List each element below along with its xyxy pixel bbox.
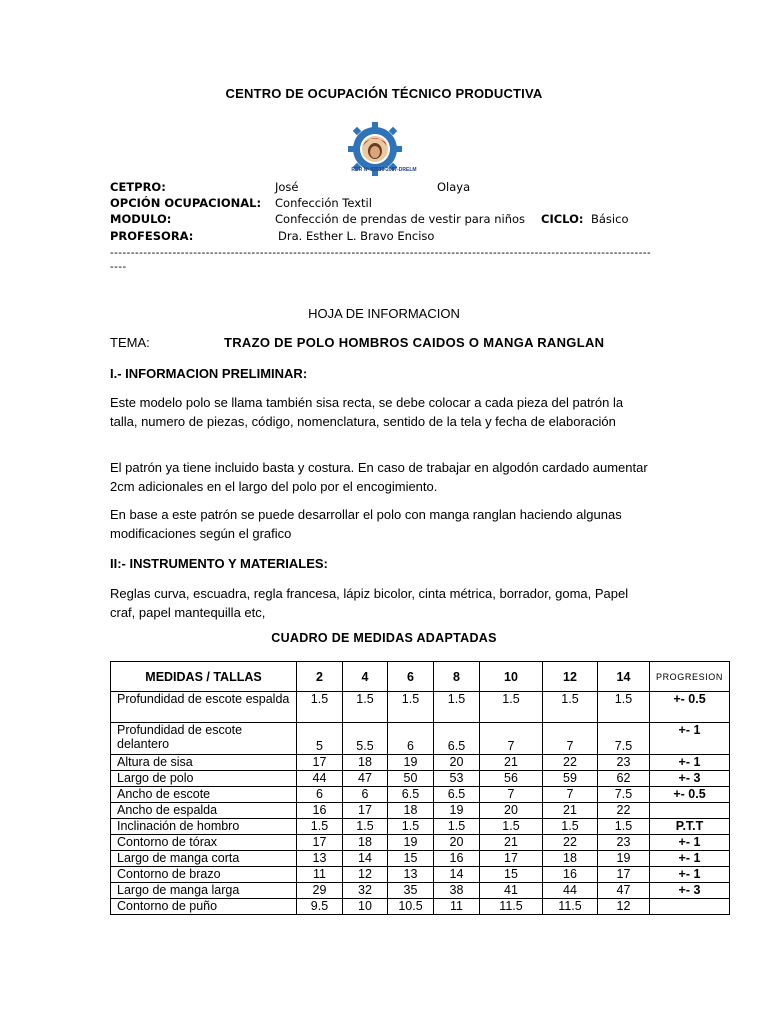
size-value-cell: 1.5	[343, 692, 388, 723]
header-size-14: 14	[598, 662, 650, 692]
paragraph-preliminar-2: El patrón ya tiene incluido basta y costura. En caso de trabajar en algodón cardado aumentar 2cm adicionales en el largo del polo por el encogimiento.	[110, 460, 648, 494]
cetpro-label: CETPRO:	[110, 180, 166, 194]
size-value-cell: 32	[343, 883, 388, 899]
size-value-cell: 7.5	[598, 787, 650, 803]
progression-cell: +- 1	[650, 723, 730, 755]
size-value-cell: 11.5	[543, 899, 598, 915]
size-value-cell: 1.5	[434, 819, 480, 835]
size-value-cell: 44	[297, 771, 343, 787]
profesora-value: Dra. Esther L. Bravo Enciso	[278, 229, 435, 243]
size-value-cell: 6	[388, 723, 434, 755]
size-value-cell: 56	[480, 771, 543, 787]
progression-cell	[650, 803, 730, 819]
progression-cell: +- 3	[650, 883, 730, 899]
size-value-cell: 29	[297, 883, 343, 899]
size-value-cell: 19	[388, 755, 434, 771]
progression-cell	[650, 899, 730, 915]
progression-cell: +- 1	[650, 755, 730, 771]
size-value-cell: 14	[434, 867, 480, 883]
table-row	[111, 867, 730, 883]
table-row	[111, 771, 730, 787]
size-value-cell: 22	[598, 803, 650, 819]
size-value-cell: 5.5	[343, 723, 388, 755]
ciclo-label: CICLO:	[541, 212, 584, 226]
institution-title: CENTRO DE OCUPACIÓN TÉCNICO PRODUCTIVA	[225, 86, 543, 101]
table-row	[111, 883, 730, 899]
size-value-cell: 47	[598, 883, 650, 899]
size-value-cell: 53	[434, 771, 480, 787]
size-value-cell: 20	[480, 803, 543, 819]
size-value-cell: 21	[480, 835, 543, 851]
size-value-cell: 16	[297, 803, 343, 819]
cetpro-value-2: Olaya	[437, 180, 471, 194]
size-value-cell: 10	[343, 899, 388, 915]
measure-name-cell: Profundidad de escote delantero	[111, 723, 297, 755]
size-value-cell: 22	[543, 755, 598, 771]
size-value-cell: 1.5	[434, 692, 480, 723]
progression-cell: P.T.T	[650, 819, 730, 835]
header-size-4: 4	[343, 662, 388, 692]
size-value-cell: 17	[343, 803, 388, 819]
size-value-cell: 13	[388, 867, 434, 883]
size-value-cell: 7.5	[598, 723, 650, 755]
table-row	[111, 723, 730, 755]
size-value-cell: 17	[598, 867, 650, 883]
header-measures: MEDIDAS / TALLAS	[111, 662, 297, 692]
table-row	[111, 819, 730, 835]
size-value-cell: 23	[598, 835, 650, 851]
size-value-cell: 1.5	[480, 819, 543, 835]
measure-name-cell: Altura de sisa	[111, 755, 297, 771]
size-value-cell: 20	[434, 755, 480, 771]
size-value-cell: 35	[388, 883, 434, 899]
size-value-cell: 19	[388, 835, 434, 851]
size-value-cell: 1.5	[480, 692, 543, 723]
measure-name-cell: Largo de polo	[111, 771, 297, 787]
cetpro-value-1: José	[275, 180, 299, 194]
tema-value: TRAZO DE POLO HOMBROS CAIDOS O MANGA RANGLAN	[224, 335, 605, 350]
size-value-cell: 20	[434, 835, 480, 851]
size-value-cell: 11.5	[480, 899, 543, 915]
header-size-12: 12	[543, 662, 598, 692]
dashed-divider: --------------------------------------------------------------------------------------------------------------------------------------	[110, 247, 652, 270]
size-value-cell: 12	[343, 867, 388, 883]
measurements-table	[110, 661, 730, 915]
size-value-cell: 6.5	[434, 787, 480, 803]
header-progression: PROGRESION	[650, 662, 730, 692]
size-value-cell: 14	[343, 851, 388, 867]
size-value-cell: 7	[480, 723, 543, 755]
size-value-cell: 16	[434, 851, 480, 867]
measure-name-cell: Ancho de espalda	[111, 803, 297, 819]
size-value-cell: 17	[297, 835, 343, 851]
table-body	[111, 692, 730, 915]
size-value-cell: 16	[543, 867, 598, 883]
progression-cell: +- 0.5	[650, 787, 730, 803]
size-value-cell: 12	[598, 899, 650, 915]
size-value-cell: 6	[343, 787, 388, 803]
measure-name-cell: Contorno de tórax	[111, 835, 297, 851]
tema-label: TEMA:	[110, 335, 150, 350]
header-size-6: 6	[388, 662, 434, 692]
size-value-cell: 38	[434, 883, 480, 899]
size-value-cell: 18	[388, 803, 434, 819]
size-value-cell: 15	[480, 867, 543, 883]
table-row	[111, 803, 730, 819]
size-value-cell: 1.5	[598, 819, 650, 835]
size-value-cell: 13	[297, 851, 343, 867]
size-value-cell: 17	[480, 851, 543, 867]
size-value-cell: 1.5	[388, 692, 434, 723]
size-value-cell: 10.5	[388, 899, 434, 915]
size-value-cell: 18	[543, 851, 598, 867]
size-value-cell: 1.5	[543, 819, 598, 835]
size-value-cell: 9.5	[297, 899, 343, 915]
size-value-cell: 59	[543, 771, 598, 787]
size-value-cell: 11	[434, 899, 480, 915]
size-value-cell: 19	[598, 851, 650, 867]
size-value-cell: 18	[343, 755, 388, 771]
size-value-cell: 6	[297, 787, 343, 803]
section-materiales-title: II:- INSTRUMENTO Y MATERIALES:	[110, 556, 328, 571]
opcion-value: Confección Textil	[275, 196, 372, 210]
size-value-cell: 21	[543, 803, 598, 819]
ciclo-value: Básico	[591, 212, 629, 226]
measure-name-cell: Largo de manga larga	[111, 883, 297, 899]
table-title: CUADRO DE MEDIDAS ADAPTADAS	[271, 631, 497, 645]
size-value-cell: 7	[543, 787, 598, 803]
section-preliminar-title: I.- INFORMACION PRELIMINAR:	[110, 366, 308, 381]
measure-name-cell: Largo de manga corta	[111, 851, 297, 867]
size-value-cell: 47	[343, 771, 388, 787]
size-value-cell: 15	[388, 851, 434, 867]
size-value-cell: 18	[343, 835, 388, 851]
size-value-cell: 21	[480, 755, 543, 771]
size-value-cell: 1.5	[543, 692, 598, 723]
size-value-cell: 7	[480, 787, 543, 803]
size-value-cell: 62	[598, 771, 650, 787]
progression-cell: +- 3	[650, 771, 730, 787]
header-size-10: 10	[480, 662, 543, 692]
table-header-row	[111, 662, 730, 692]
profesora-label: PROFESORA:	[110, 229, 194, 243]
progression-cell: +- 1	[650, 835, 730, 851]
table-row	[111, 899, 730, 915]
modulo-value: Confección de prendas de vestir para niños	[275, 212, 526, 226]
size-value-cell: 1.5	[388, 819, 434, 835]
progression-cell: +- 0.5	[650, 692, 730, 723]
size-value-cell: 6.5	[388, 787, 434, 803]
table-row	[111, 851, 730, 867]
size-value-cell: 1.5	[343, 819, 388, 835]
size-value-cell: 50	[388, 771, 434, 787]
measure-name-cell: Ancho de escote	[111, 787, 297, 803]
measure-name-cell: Profundidad de escote espalda	[111, 692, 297, 723]
size-value-cell: 11	[297, 867, 343, 883]
modulo-label: MODULO:	[110, 212, 172, 226]
progression-cell: +- 1	[650, 867, 730, 883]
sheet-title: HOJA DE INFORMACION	[308, 306, 460, 321]
measure-name-cell: Contorno de brazo	[111, 867, 297, 883]
paragraph-materiales: Reglas curva, escuadra, regla francesa, lápiz bicolor, cinta métrica, borrador, goma, Papel craf, papel mantequilla etc,	[110, 586, 629, 620]
size-value-cell: 23	[598, 755, 650, 771]
paragraph-preliminar-3: En base a este patrón se puede desarrollar el polo con manga ranglan haciendo algunas modificaciones según el grafico	[110, 507, 622, 541]
table-row	[111, 755, 730, 771]
size-value-cell: 1.5	[598, 692, 650, 723]
header-size-8: 8	[434, 662, 480, 692]
progression-cell: +- 1	[650, 851, 730, 867]
table-row	[111, 787, 730, 803]
table-row	[111, 692, 730, 723]
size-value-cell: 1.5	[297, 819, 343, 835]
opcion-label: OPCIÓN OCUPACIONAL:	[110, 196, 262, 210]
size-value-cell: 41	[480, 883, 543, 899]
size-value-cell: 6.5	[434, 723, 480, 755]
size-value-cell: 22	[543, 835, 598, 851]
size-value-cell: 17	[297, 755, 343, 771]
header-size-2: 2	[297, 662, 343, 692]
size-value-cell: 5	[297, 723, 343, 755]
size-value-cell: 19	[434, 803, 480, 819]
measure-name-cell: Contorno de puño	[111, 899, 297, 915]
table-row	[111, 835, 730, 851]
measure-name-cell: Inclinación de hombro	[111, 819, 297, 835]
size-value-cell: 44	[543, 883, 598, 899]
size-value-cell: 1.5	[297, 692, 343, 723]
paragraph-preliminar-1: Este modelo polo se llama también sisa recta, se debe colocar a cada pieza del patrón la talla, numero de piezas, código, nomenclatura, sentido de la tela y fecha de elaboración	[110, 395, 624, 429]
size-value-cell: 7	[543, 723, 598, 755]
logo-caption: RDR Nº 02530-2007-DRELM	[351, 167, 417, 173]
